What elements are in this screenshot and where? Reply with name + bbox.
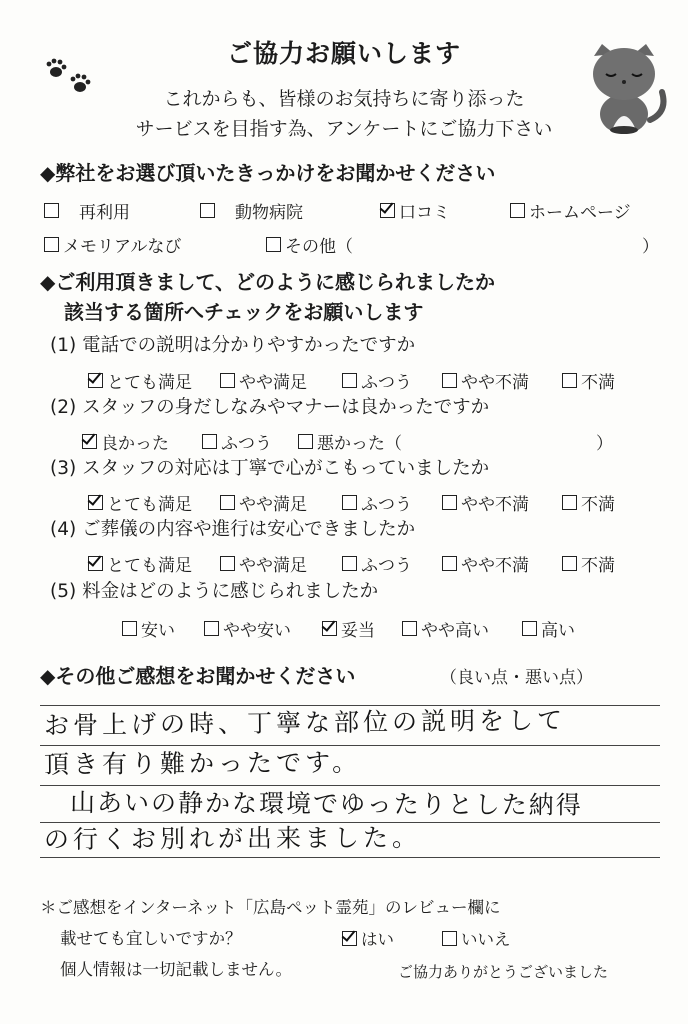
q5-option-cheap[interactable]: 安い xyxy=(122,616,175,641)
checkbox[interactable] xyxy=(220,373,235,388)
q5-option-somewhat-cheap[interactable]: やや安い xyxy=(204,616,291,641)
consent-no-option[interactable]: いいえ xyxy=(442,926,511,950)
checkbox-checked[interactable] xyxy=(88,495,103,510)
checkbox[interactable] xyxy=(562,373,577,388)
handwritten-comment-line-3: 山あいの静かな環境でゆったりとした納得 xyxy=(69,788,583,820)
q1-option-somewhat-satisfied[interactable]: やや満足 xyxy=(220,368,307,393)
q4-option-very-satisfied[interactable]: とても満足 xyxy=(88,551,192,576)
option-word-of-mouth[interactable]: 口コミ xyxy=(380,198,450,223)
q3-option-neutral[interactable]: ふつう xyxy=(342,490,412,515)
section-heading-reason: ◆弊社をお選び頂いたきっかけをお聞かせください xyxy=(40,161,496,185)
q2-option-bad[interactable]: 悪かった（ xyxy=(298,429,402,454)
intro-line-2: サービスを目指す為、アンケートにご協力下さい xyxy=(135,118,553,140)
q2-close-paren: ） xyxy=(596,434,613,454)
q5-option-somewhat-expensive[interactable]: やや高い xyxy=(402,616,489,641)
q2-option-neutral[interactable]: ふつう xyxy=(202,429,272,454)
q1-option-very-satisfied[interactable]: とても満足 xyxy=(88,368,192,393)
checkbox[interactable] xyxy=(442,495,457,510)
q5-option-reasonable[interactable]: 妥当 xyxy=(322,616,375,641)
checkbox[interactable] xyxy=(200,203,215,218)
handwritten-comment-line-1: お骨上げの時、丁寧な部位の説明をして xyxy=(43,705,567,740)
checkbox[interactable] xyxy=(442,373,457,388)
checkbox[interactable] xyxy=(342,373,357,388)
q4-option-dissatisfied[interactable]: 不満 xyxy=(562,551,615,576)
q3-option-somewhat-satisfied[interactable]: やや満足 xyxy=(220,490,307,515)
checkbox[interactable] xyxy=(202,434,217,449)
q4-option-somewhat-satisfied[interactable]: やや満足 xyxy=(220,551,307,576)
question-4: (4) ご葬儀の内容や進行は安心できましたか xyxy=(50,519,416,540)
checkbox[interactable] xyxy=(442,556,457,571)
section-heading-impression: ◆ご利用頂きまして、どのように感じられましたか xyxy=(40,270,495,294)
consent-yes-option[interactable]: はい xyxy=(342,926,394,950)
thanks-message: ご協力ありがとうございました xyxy=(398,963,609,981)
option-reuse[interactable]: 再利用 xyxy=(44,198,130,223)
review-consent-question-line2: 載せても宜しいですか？ xyxy=(60,929,242,948)
comment-line xyxy=(40,857,660,858)
checkbox[interactable] xyxy=(220,495,235,510)
checkbox[interactable] xyxy=(266,237,281,252)
q1-option-somewhat-dissatisfied[interactable]: やや不満 xyxy=(442,368,529,393)
checkbox[interactable] xyxy=(562,495,577,510)
privacy-note: 個人情報は一切記載しません。 xyxy=(60,960,292,979)
checkbox[interactable] xyxy=(220,556,235,571)
page-title: ご協力お願いします xyxy=(226,39,461,68)
q1-option-dissatisfied[interactable]: 不満 xyxy=(562,368,615,393)
intro-line-1: これからも、皆様のお気持ちに寄り添った xyxy=(163,88,525,110)
checkbox[interactable] xyxy=(442,931,457,946)
checkbox[interactable] xyxy=(510,203,525,218)
option-homepage[interactable]: ホームページ xyxy=(510,198,631,223)
q4-option-somewhat-dissatisfied[interactable]: やや不満 xyxy=(442,551,529,576)
checkbox[interactable] xyxy=(204,621,219,636)
checkbox[interactable] xyxy=(122,621,137,636)
q1-option-neutral[interactable]: ふつう xyxy=(342,368,412,393)
checkbox[interactable] xyxy=(44,203,59,218)
checkbox-checked[interactable] xyxy=(380,203,395,218)
checkbox[interactable] xyxy=(342,495,357,510)
section-heading-comments: ◆その他ご感想をお聞かせください xyxy=(40,664,356,688)
section-heading-impression-line2: 該当する箇所へチェックをお願いします xyxy=(64,300,424,324)
section-heading-comments-note: （良い点・悪い点） xyxy=(440,668,593,688)
option-other[interactable]: その他（ xyxy=(266,232,353,257)
q5-option-expensive[interactable]: 高い xyxy=(522,616,575,641)
checkbox[interactable] xyxy=(298,434,313,449)
handwritten-comment-line-4: の行くお別れが出来ました。 xyxy=(43,823,422,854)
checkbox[interactable] xyxy=(402,621,417,636)
checkbox[interactable] xyxy=(522,621,537,636)
option-animal-hospital[interactable]: 動物病院 xyxy=(200,198,303,223)
option-memorial-navi[interactable]: メモリアルなび xyxy=(44,232,181,257)
question-3: (3) スタッフの対応は丁寧で心がこもっていましたか xyxy=(50,458,490,479)
question-5: (5) 料金はどのように感じられましたか xyxy=(50,581,379,602)
checkbox[interactable] xyxy=(562,556,577,571)
checkbox-checked[interactable] xyxy=(88,556,103,571)
q3-option-dissatisfied[interactable]: 不満 xyxy=(562,490,615,515)
question-2: (2) スタッフの身だしなみやマナーは良かったですか xyxy=(50,397,490,418)
question-1: (1) 電話での説明は分かりやすかったですか xyxy=(50,335,416,356)
checkbox-checked[interactable] xyxy=(88,373,103,388)
q3-option-somewhat-dissatisfied[interactable]: やや不満 xyxy=(442,490,529,515)
checkbox-checked[interactable] xyxy=(82,434,97,449)
q2-option-good[interactable]: 良かった xyxy=(82,429,169,454)
review-consent-question: ＊ご感想をインターネット「広島ペット霊苑」のレビュー欄に xyxy=(40,898,501,917)
q4-option-neutral[interactable]: ふつう xyxy=(342,551,412,576)
q3-option-very-satisfied[interactable]: とても満足 xyxy=(88,490,192,515)
handwritten-comment-line-2: 頂き有り難かったです。 xyxy=(43,747,362,779)
checkbox-checked[interactable] xyxy=(322,621,337,636)
checkbox[interactable] xyxy=(342,556,357,571)
checkbox-checked[interactable] xyxy=(342,931,357,946)
checkbox[interactable] xyxy=(44,237,59,252)
close-paren: ） xyxy=(642,237,659,257)
